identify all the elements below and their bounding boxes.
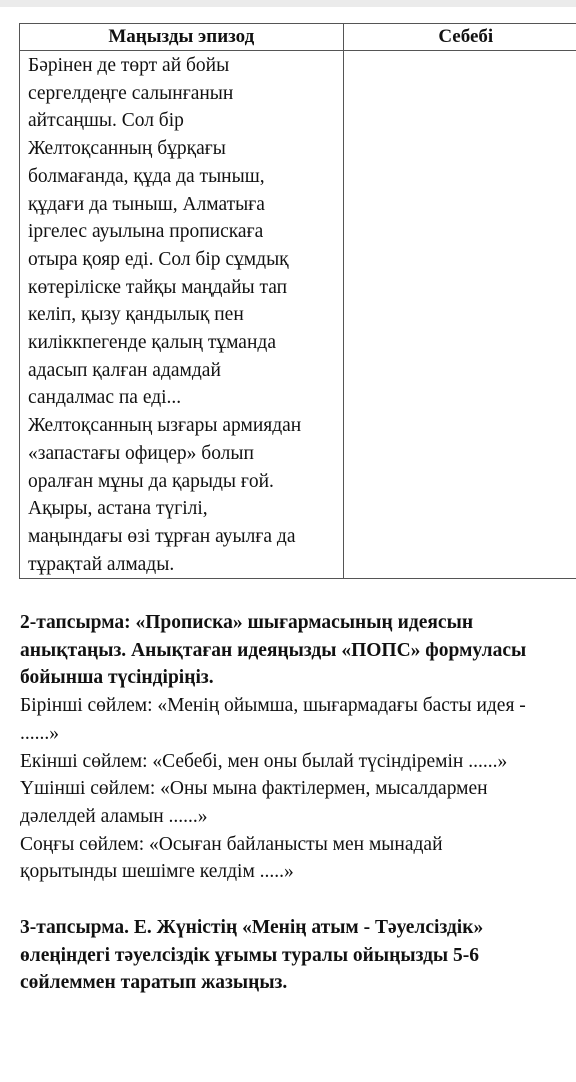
task-3-heading-line: 3-тапсырма. Е. Жүністің «Менің атым - Тәуелсіздік» <box>20 917 484 938</box>
episode-text-line: Желтоқсанның бұрқағы <box>28 138 226 160</box>
task-2-sentence-line: Соңғы сөйлем: «Осыған байланысты мен мынадай <box>20 833 443 855</box>
task-3-heading-line: өлеңіндегі тәуелсіздік ұғымы туралы ойыңызды 5-6 <box>20 944 480 966</box>
episode-text-line: адасып қалған адамдай <box>28 359 221 381</box>
task-2-sentence-line: Екінші сөйлем: «Себебі, мен оны былай түсіндіремін ......» <box>20 750 508 772</box>
episode-text-line: сандалмас па еді... <box>28 387 182 409</box>
episode-text-line: құдағи да тыныш, Алматыға <box>28 193 265 215</box>
task-2 <box>20 609 576 886</box>
header-reason: Себебі <box>343 24 576 51</box>
task-2-sentence-line: Бірінші сөйлем: «Менің ойымша, шығармадағы басты идея - <box>20 695 526 717</box>
episode-text-line: болмағанда, құда да тыныш, <box>28 165 265 187</box>
episode-text-line: Желтоқсанның ызғары армиядан <box>28 415 302 437</box>
episode-cell <box>20 51 344 579</box>
episode-text-line: сергелдеңге салынғанын <box>28 82 234 104</box>
task-2-sentence-line: қорытынды шешімге келдім .....» <box>20 861 294 883</box>
task-2-sentence-line: ......» <box>20 722 59 744</box>
task-2-heading-line: бойынша түсіндіріңіз. <box>20 667 214 689</box>
table-header-row <box>20 24 576 51</box>
episode-text-line: «запастағы офицер» болып <box>28 442 254 464</box>
table-row <box>20 51 576 579</box>
episode-text-line: маңындағы өзі тұрған ауылға да <box>28 525 296 547</box>
episode-text-line: тұрақтай алмады. <box>28 553 175 575</box>
episode-text-line: киліккпегенде қалың тұманда <box>28 332 276 354</box>
reason-cell <box>343 51 576 579</box>
episode-text-line: айтсаңшы. Сол бір <box>28 110 184 132</box>
task-2-sentence-line: дәлелдей аламын ......» <box>20 805 208 827</box>
episode-text-line: келіп, қызу қандылық пен <box>28 304 244 326</box>
task-2-heading-line: анықтаңыз. Анықтаған идеяңызды «ПОПС» формуласы <box>20 639 527 661</box>
top-edge-bar <box>0 0 576 7</box>
task-3 <box>20 914 576 997</box>
task-2-heading-line: 2-тапсырма: «Прописка» шығармасының идеясын <box>20 612 474 633</box>
episode-text-line: отыра қояр еді. Сол бір сұмдық <box>28 248 289 270</box>
task-2-sentence-line: Үшінші сөйлем: «Оны мына фактілермен, мысалдармен <box>20 778 488 800</box>
episode-text-line: Бәрінен де төрт ай бойы <box>28 55 230 76</box>
episode-text-line: оралған мұны да қарыды ғой. <box>28 470 274 492</box>
episode-text-line: іргелес ауылына пропискаға <box>28 221 264 243</box>
task-3-heading-line: сөйлеммен таратып жазыңыз. <box>20 972 288 994</box>
header-important-episode: Маңызды эпизод <box>20 24 344 51</box>
episode-text-line: Ақыры, астана түгілі, <box>28 498 208 520</box>
episode-table <box>19 23 576 579</box>
episode-text-line: көтеріліске тайқы маңдайы тап <box>28 276 288 298</box>
